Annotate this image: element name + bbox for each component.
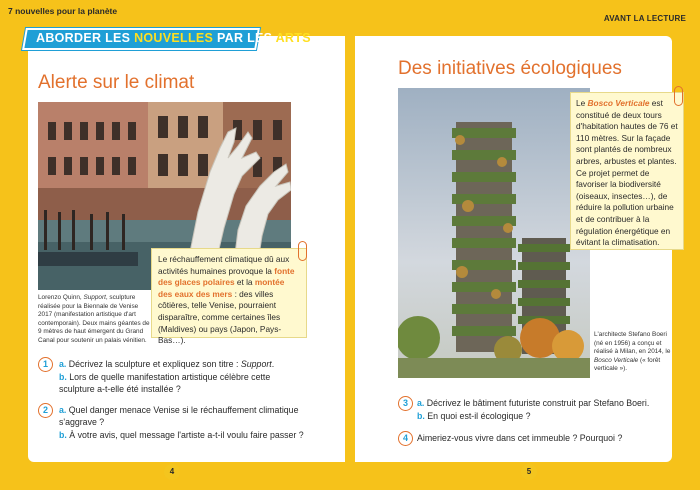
bosco-verticale-photo <box>398 88 590 378</box>
question-number-2: 2 <box>38 403 53 418</box>
question-number-1: 1 <box>38 357 53 372</box>
question-1: a. Décrivez la sculpture et expliquez son titre : Support. b. Lors de quelle manifestation artistique célèbre cette sculpture a-t-elle été installée ? <box>59 359 275 394</box>
page-title-left: Alerte sur le climat <box>38 72 195 93</box>
question-number-4: 4 <box>398 431 413 446</box>
section-banner-text: ABORDER LES NOUVELLES PAR LES ARTS <box>36 30 311 46</box>
paperclip-icon <box>674 86 683 106</box>
page-number-left: 4 <box>164 464 180 480</box>
page-number-right: 5 <box>521 464 537 480</box>
question-number-3: 3 <box>398 396 413 411</box>
info-note-bosco: Le Bosco Verticale est constitué de deux tours d'habitation hautes de 76 et 110 mètres. Sur la façade sont plantés de nombreux arbres, arbustes et plantes. Ce projet permet de favoriser la biodiversité (oiseaux, insectes…), de réduire la pollution urbaine et de contribuer à la régulation énergétique en évitant la climatisation. <box>570 92 684 250</box>
book-title: 7 nouvelles pour la planète <box>8 6 118 16</box>
paperclip-icon <box>298 241 307 261</box>
section-label: AVANT LA LECTURE <box>603 14 686 23</box>
question-3: a. Décrivez le bâtiment futuriste construit par Stefano Boeri. b. En quoi est-il écologique ? <box>417 398 650 421</box>
question-4: Aimeriez-vous vivre dans cet immeuble ? Pourquoi ? <box>417 433 623 443</box>
question-2: a. Quel danger menace Venise si le réchauffement climatique s'aggrave ? b. À votre avis, quel message l'artiste a-t-il voulu faire passer ? <box>59 405 304 440</box>
info-note-climate: Le réchauffement climatique dû aux activités humaines provoque la fonte des glaces polaires et la montée des eaux des mers : des villes côtières, telle Venise, pourraient disparaître, comme certaines îles (Maldives) ou pays (Japon, Pays-Bas…). <box>151 248 307 338</box>
page-title-right: Des initiatives écologiques <box>398 58 622 79</box>
photo-caption-venice: Lorenzo Quinn, Support, sculpture réalisée pour la Biennale de Venise 2017 (manifestation artistique d'art contemporain). Deux mains géantes de 9 mètres de haut émergent du Grand Canal pour soutenir un palais vénitien. <box>38 294 150 344</box>
photo-caption-bosco: L'architecte Stefano Boeri (né en 1956) a conçu et réalisé à Milan, en 2014, le Bosco Verticale (« forêt verticale »). <box>594 331 671 373</box>
